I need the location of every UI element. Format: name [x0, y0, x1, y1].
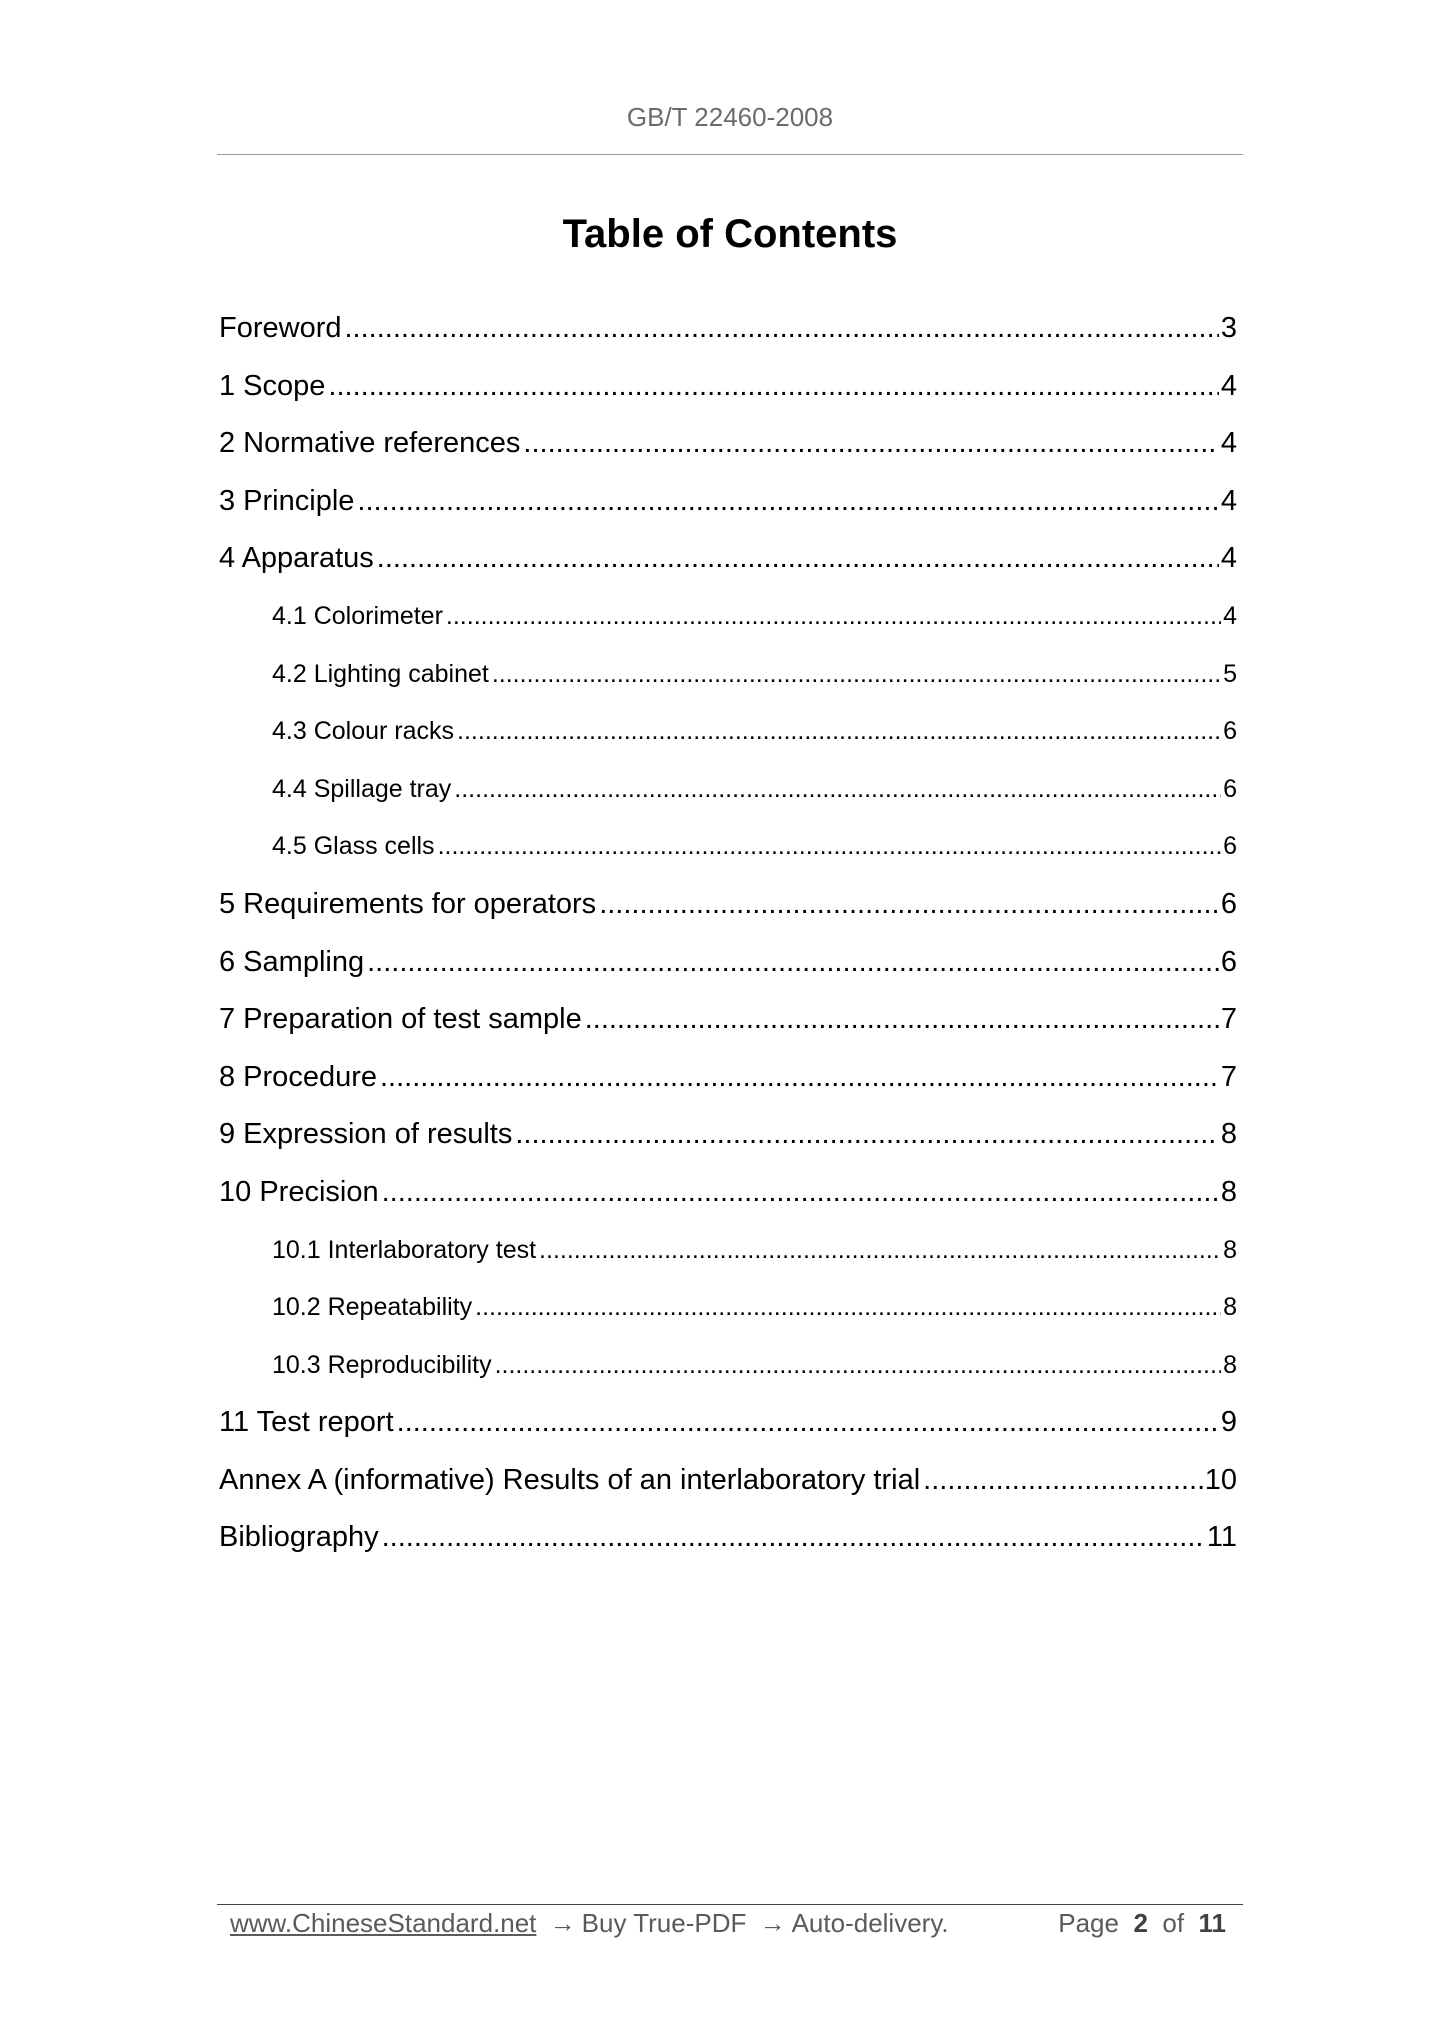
toc-entry-label: 3 Principle [219, 484, 355, 517]
toc-entry[interactable] [219, 876, 1237, 934]
toc-dot-leader [345, 300, 1219, 358]
toc-entry-label: 10 Precision [219, 1175, 379, 1208]
toc-entry[interactable] [219, 530, 1237, 588]
toc-dot-leader [523, 415, 1218, 473]
arrow-right-icon: → [549, 1908, 576, 1938]
toc-entry[interactable] [219, 703, 1237, 761]
toc-dot-leader [585, 991, 1219, 1049]
toc-entry-page-number: 11 [1206, 1521, 1237, 1554]
toc-entry-page-number: 8 [1220, 1175, 1237, 1208]
toc-entry-label: 7 Preparation of test sample [219, 1003, 582, 1036]
toc-entry-page-number: 6 [1223, 832, 1237, 861]
toc-dot-leader [382, 1164, 1219, 1222]
toc-entry-label: 11 Test report [219, 1406, 394, 1439]
toc-entry[interactable] [219, 1164, 1237, 1222]
toc-entry[interactable] [219, 991, 1237, 1049]
toc-entry-label: Annex A (informative) Results of an interlaboratory trial [219, 1463, 921, 1496]
toc-dot-leader [446, 588, 1221, 646]
toc-dot-leader [454, 761, 1221, 819]
arrow-right-icon: → [759, 1908, 786, 1938]
toc-entry-page-number: 8 [1220, 1118, 1237, 1151]
toc-entry-label: 6 Sampling [219, 945, 365, 978]
toc-dot-leader [377, 530, 1219, 588]
toc-entry-page-number: 9 [1220, 1406, 1237, 1439]
footer-buy-text: Buy True-PDF [581, 1908, 747, 1938]
toc-dot-leader [438, 818, 1222, 876]
toc-dot-leader [380, 1049, 1219, 1107]
toc-entry-page-number: 5 [1223, 659, 1237, 688]
toc-dot-leader [367, 934, 1219, 992]
toc-entry-label: 4.4 Spillage tray [272, 774, 452, 803]
toc-entry-page-number: 7 [1220, 1060, 1237, 1093]
toc-entry-page-number: 4 [1220, 484, 1237, 517]
toc-dot-leader [397, 1394, 1219, 1452]
toc-entry-page-number: 6 [1223, 717, 1237, 746]
toc-entry[interactable] [219, 1279, 1237, 1337]
of-word: of [1162, 1908, 1185, 1938]
toc-entry[interactable] [219, 1222, 1237, 1280]
toc-entry-page-number: 4 [1220, 369, 1237, 402]
toc-dot-leader [492, 646, 1221, 704]
toc-dot-leader [515, 1106, 1219, 1164]
toc-entry-label: 10.3 Reproducibility [272, 1350, 492, 1379]
toc-entry-page-number: 4 [1223, 601, 1237, 630]
page-indicator [1058, 1908, 1230, 1939]
toc-entry-page-number: 8 [1223, 1350, 1237, 1379]
toc-entry-page-number: 7 [1220, 1003, 1237, 1036]
toc-entry[interactable] [219, 646, 1237, 704]
toc-entry[interactable] [219, 1509, 1237, 1567]
current-page-number: 2 [1133, 1908, 1148, 1938]
toc-dot-leader [382, 1509, 1205, 1567]
toc-dot-leader [495, 1337, 1222, 1395]
toc-entry[interactable] [219, 1106, 1237, 1164]
toc-entry[interactable] [219, 1049, 1237, 1107]
header-divider [217, 154, 1243, 155]
toc-dot-leader [923, 1452, 1203, 1510]
toc-entry-label: 4.1 Colorimeter [272, 601, 443, 630]
toc-entry-label: Foreword [219, 312, 342, 344]
toc-entry-page-number: 6 [1220, 887, 1237, 920]
table-of-contents [219, 300, 1237, 1567]
toc-entry-page-number: 6 [1223, 774, 1237, 803]
document-id-header: GB/T 22460-2008 [626, 102, 834, 132]
toc-entry-label: 4.3 Colour racks [272, 717, 455, 746]
toc-entry-label: 10.2 Repeatability [272, 1293, 473, 1322]
toc-entry[interactable] [219, 1337, 1237, 1395]
page-footer [230, 1908, 1230, 1939]
page-word: Page [1058, 1908, 1119, 1938]
toc-entry[interactable] [219, 818, 1237, 876]
footer-delivery-text: Auto-delivery. [791, 1908, 949, 1938]
toc-entry[interactable] [219, 473, 1237, 531]
total-pages-number: 11 [1198, 1908, 1226, 1938]
toc-entry-page-number: 10 [1204, 1463, 1237, 1496]
toc-entry[interactable] [219, 934, 1237, 992]
toc-dot-leader [539, 1222, 1221, 1280]
toc-title: Table of Contents [562, 212, 898, 256]
toc-entry-label: 5 Requirements for operators [219, 887, 597, 920]
toc-dot-leader [457, 703, 1221, 761]
toc-entry[interactable] [219, 415, 1237, 473]
website-link[interactable]: www.ChineseStandard.net [230, 1908, 537, 1938]
toc-entry-page-number: 6 [1220, 945, 1237, 978]
toc-entry[interactable] [219, 761, 1237, 819]
toc-entry-page-number: 8 [1223, 1235, 1237, 1264]
toc-entry-page-number: 3 [1220, 312, 1237, 344]
toc-entry-label: 4 Apparatus [219, 542, 374, 575]
toc-entry-label: 4.5 Glass cells [272, 832, 435, 861]
toc-dot-leader [357, 473, 1218, 531]
toc-entry-label: 1 Scope [219, 369, 326, 402]
toc-entry-label: Bibliography [219, 1521, 379, 1554]
toc-entry-page-number: 4 [1220, 427, 1237, 460]
toc-entry-label: 8 Procedure [219, 1060, 377, 1093]
toc-dot-leader [599, 876, 1219, 934]
toc-entry-page-number: 8 [1223, 1293, 1237, 1322]
toc-entry[interactable] [219, 1394, 1237, 1452]
toc-entry-label: 9 Expression of results [219, 1118, 513, 1151]
toc-entry[interactable] [219, 300, 1237, 358]
toc-entry-label: 10.1 Interlaboratory test [272, 1235, 537, 1264]
toc-dot-leader [475, 1279, 1221, 1337]
footer-divider [217, 1904, 1243, 1905]
footer-promo [230, 1908, 1058, 1939]
toc-dot-leader [328, 358, 1218, 416]
toc-entry-label: 4.2 Lighting cabinet [272, 659, 489, 688]
toc-entry-label: 2 Normative references [219, 427, 521, 460]
toc-entry[interactable] [219, 358, 1237, 416]
toc-entry[interactable] [219, 1452, 1237, 1510]
toc-entry-page-number: 4 [1220, 542, 1237, 575]
toc-entry[interactable] [219, 588, 1237, 646]
